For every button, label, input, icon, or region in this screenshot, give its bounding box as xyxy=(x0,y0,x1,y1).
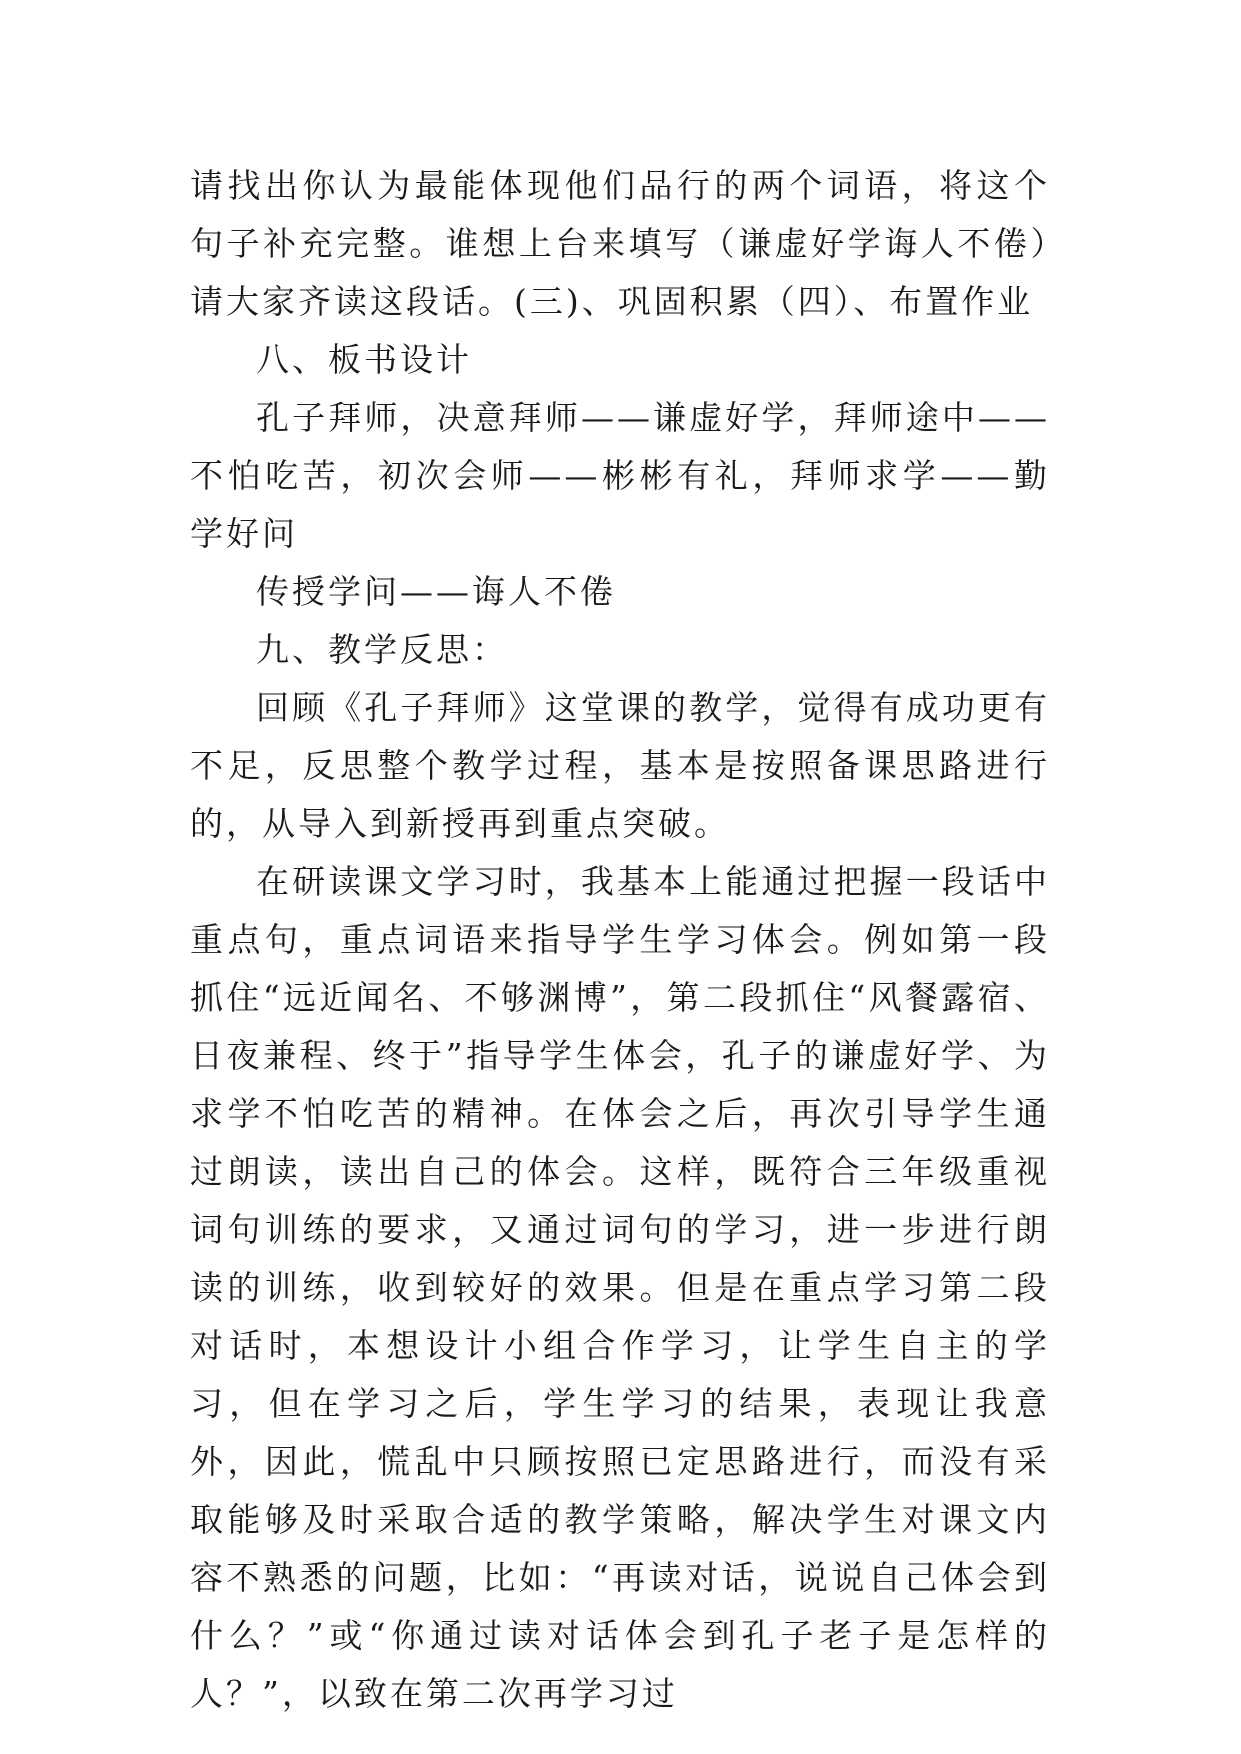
paragraph-instruction-fill-blank: 请找出你认为最能体现他们品行的两个词语，将这个句子补充完整。谁想上台来填写（谦虚好学诲人不倦）请大家齐读这段话。(三)、巩固积累（四）、布置作业 xyxy=(190,166,1050,321)
heading-teaching-reflection: 九、教学反思： xyxy=(256,630,508,669)
paragraph-reflection-review: 回顾《孔子拜师》这堂课的教学，觉得有成功更有不足，反思整个教学过程，基本是按照备课思路进行的，从导入到新授再到重点突破。 xyxy=(190,688,1050,843)
paragraph-blackboard-content-end: 传授学问——诲人不倦 xyxy=(256,572,616,611)
heading-blackboard-design: 八、板书设计 xyxy=(256,340,472,379)
paragraph-blackboard-content: 孔子拜师，决意拜师——谦虚好学，拜师途中——不怕吃苦，初次会师——彬彬有礼，拜师求学——勤学好问 xyxy=(190,398,1050,553)
document-body xyxy=(190,157,1050,1723)
paragraph-reflection-details: 在研读课文学习时，我基本上能通过把握一段话中重点句，重点词语来指导学生学习体会。例如第一段抓住“远近闻名、不够渊博”，第二段抓住“风餐露宿、日夜兼程、终于”指导学生体会，孔子的谦虚好学、为求学不怕吃苦的精神。在体会之后，再次引导学生通过朗读，读出自己的体会。这样，既符合三年级重视词句训练的要求，又通过词句的学习，进一步进行朗读的训练，收到较好的效果。但是在重点学习第二段对话时，本想设计小组合作学习，让学生自主的学习，但在学习之后，学生学习的结果，表现让我意外，因此，慌乱中只顾按照已定思路进行，而没有采取能够及时采取合适的教学策略，解决学生对课文内容不熟悉的问题，比如：“再读对话，说说自己体会到什么？”或“你通过读对话体会到孔子老子是怎样的人？”，以致在第二次再学习过 xyxy=(190,862,1050,1713)
